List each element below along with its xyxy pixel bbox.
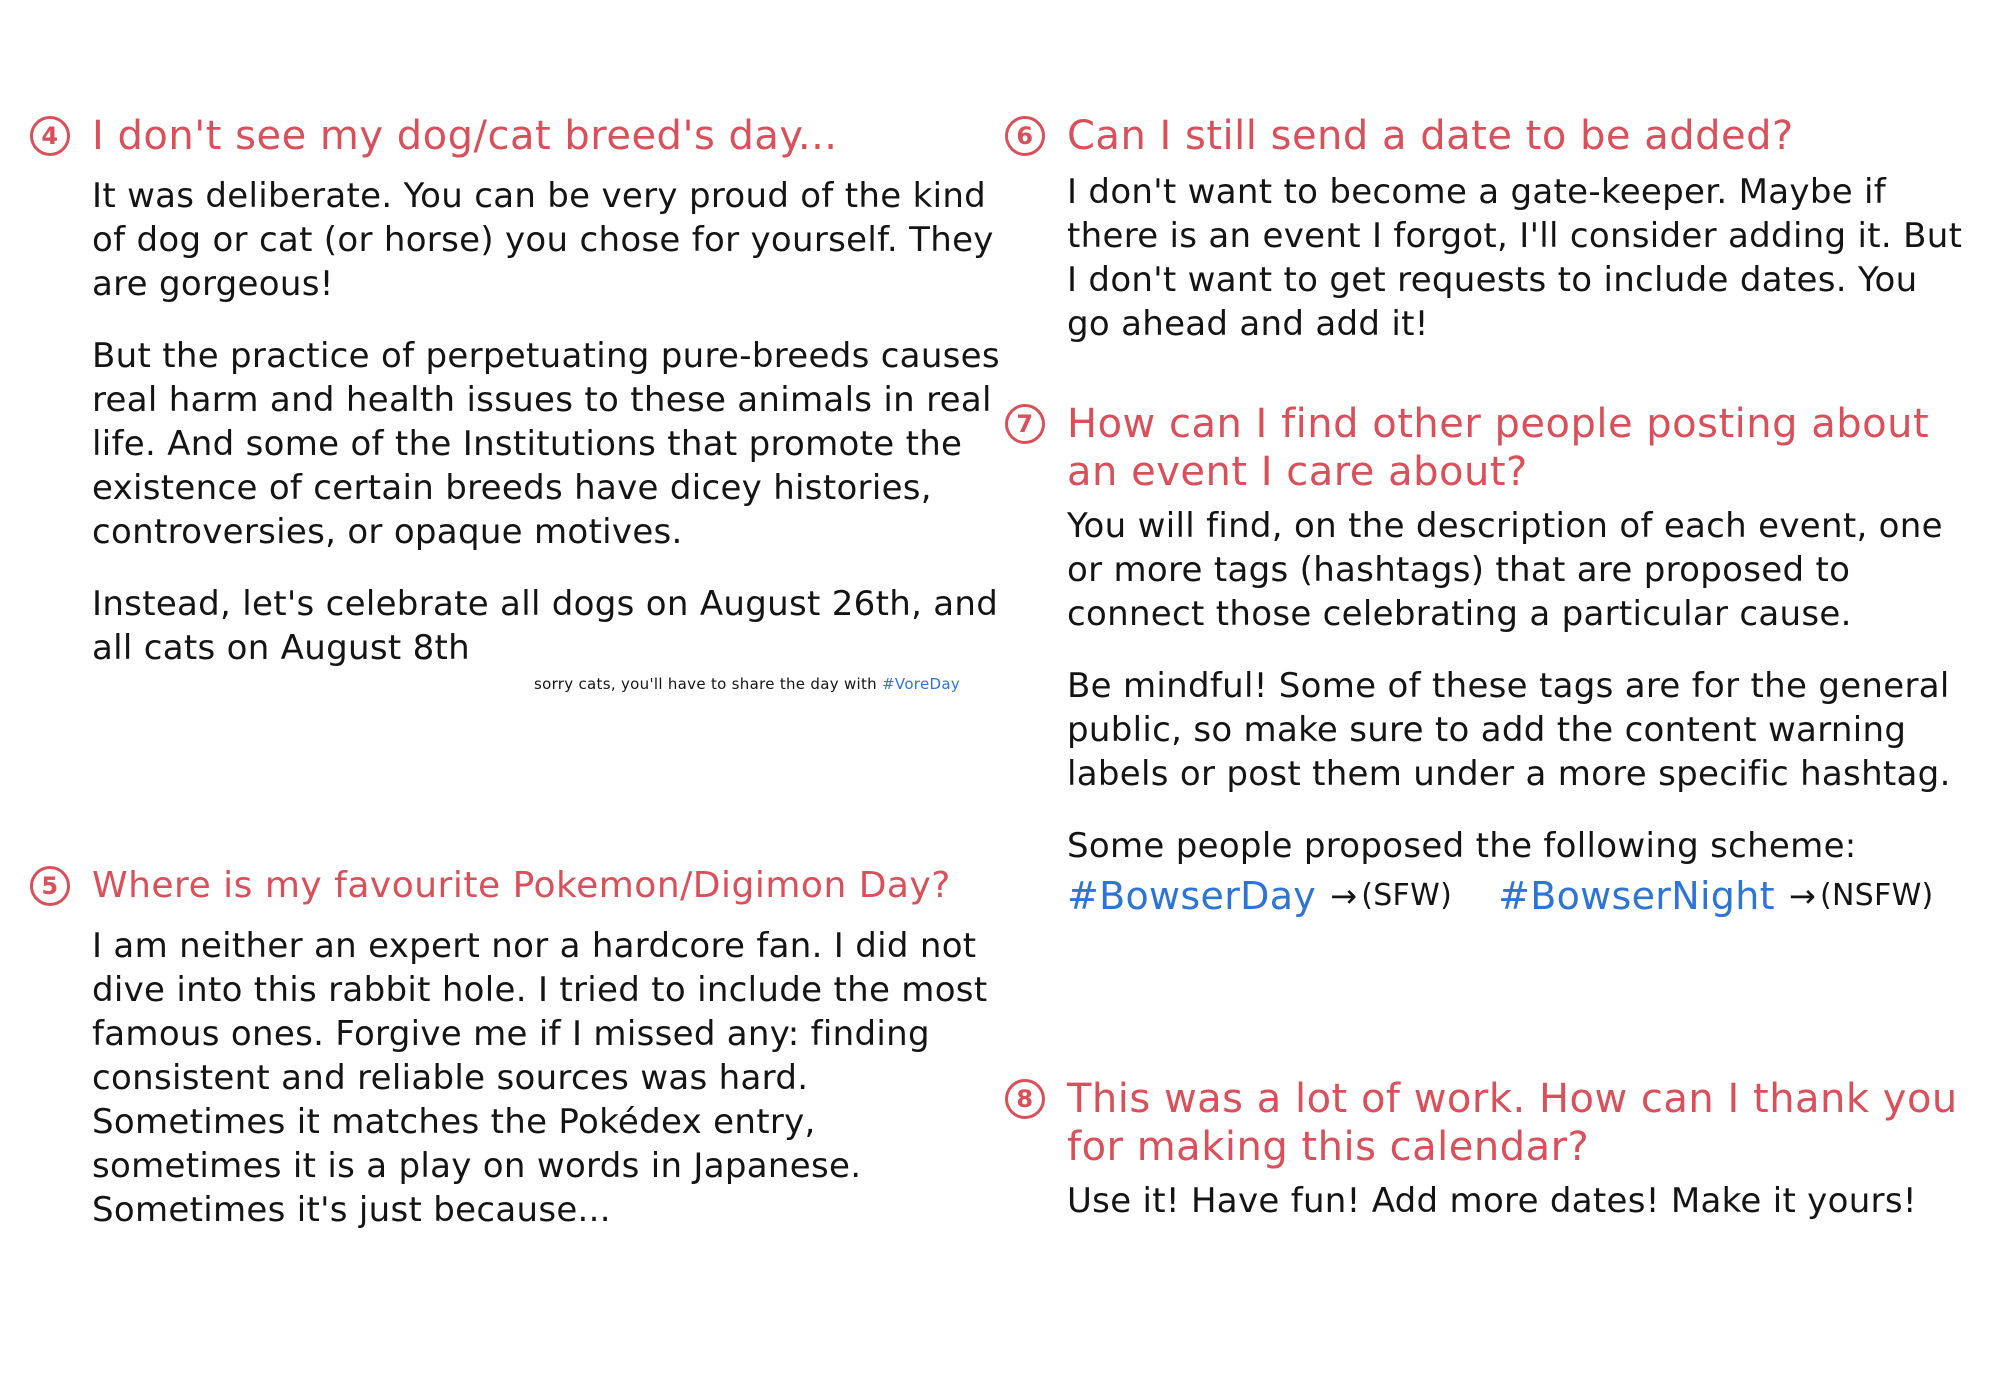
question-text: I don't see my dog/cat breed's day... bbox=[92, 113, 838, 159]
faq-question-5 bbox=[30, 862, 1010, 910]
faq-answer-7 bbox=[1067, 504, 1970, 918]
question-text: This was a lot of work. How can I thank you for making this calendar? bbox=[1067, 1076, 1958, 1170]
arrow-right-icon: → bbox=[1788, 877, 1816, 915]
faq-item-4 bbox=[30, 112, 1010, 694]
sfw-label: (SFW) bbox=[1361, 878, 1453, 913]
answer-paragraph: I am neither an expert nor a hardcore fan. I did not dive into this rabbit hole. I tried to include the most famous ones. Forgive me if I missed any: finding consistent and reliable sources was hard. Sometimes it matches the Pokédex entry, sometimes it is a play on words in Japanese. Sometimes it's just because... bbox=[92, 926, 988, 1230]
faq-answer-4 bbox=[92, 174, 1000, 694]
left-column bbox=[30, 0, 1010, 1389]
answer-paragraph: Some people proposed the following scheme: bbox=[1067, 826, 1857, 866]
faq-item-7 bbox=[1005, 400, 1980, 918]
answer-paragraph: Use it! Have fun! Add more dates! Make it yours! bbox=[1067, 1181, 1917, 1221]
nsfw-label: (NSFW) bbox=[1819, 878, 1934, 913]
answer-paragraph: But the practice of perpetuating pure-breeds causes real harm and health issues to these animals in real life. And some of the Institutions that promote the existence of certain breeds have dicey histories, controversies, or opaque motives. bbox=[92, 336, 1000, 552]
faq-item-5 bbox=[30, 862, 1010, 1232]
question-number-badge: 5 bbox=[30, 866, 70, 906]
answer-paragraph: It was deliberate. You can be very proud of the kind of dog or cat (or horse) you chose for yourself. They are gorgeous! bbox=[92, 176, 994, 304]
faq-answer-5 bbox=[92, 924, 1000, 1232]
question-number-badge: 7 bbox=[1005, 404, 1045, 444]
faq-question-8 bbox=[1005, 1075, 1980, 1171]
question-text: How can I find other people posting about an event I care about? bbox=[1067, 401, 1930, 495]
answer-paragraph: Instead, let's celebrate all dogs on August 26th, and all cats on August 8th bbox=[92, 584, 999, 668]
faq-question-6 bbox=[1005, 112, 1980, 160]
faq-question-7 bbox=[1005, 400, 1980, 496]
answer-paragraph: Be mindful! Some of these tags are for the general public, so make sure to add the content warning labels or post them under a more specific hashtag. bbox=[1067, 666, 1951, 794]
arrow-right-icon: → bbox=[1330, 877, 1358, 915]
answer-paragraph: I don't want to become a gate-keeper. Maybe if there is an event I forgot, I'll consider adding it. But I don't want to get requests to include dates. You go ahead and add it! bbox=[1067, 172, 1963, 344]
hashtag-scheme bbox=[1067, 874, 1970, 918]
hashtag-bowserday: #BowserDay bbox=[1067, 874, 1317, 918]
faq-answer-6 bbox=[1067, 170, 1970, 346]
faq-question-4 bbox=[30, 112, 1010, 160]
hashtag-bowsernight: #BowserNight bbox=[1498, 874, 1775, 918]
question-text: Can I still send a date to be added? bbox=[1067, 113, 1794, 159]
question-number-badge: 8 bbox=[1005, 1079, 1045, 1119]
faq-item-8 bbox=[1005, 1075, 1980, 1223]
right-column bbox=[1005, 0, 1980, 1389]
footnote bbox=[92, 674, 960, 694]
hashtag-voreday: #VoreDay bbox=[882, 675, 960, 693]
faq-item-6 bbox=[1005, 112, 1980, 346]
footnote-text: sorry cats, you'll have to share the day with bbox=[534, 675, 877, 693]
question-number-badge: 6 bbox=[1005, 116, 1045, 156]
faq-answer-8 bbox=[1067, 1179, 1970, 1223]
answer-paragraph: You will find, on the description of each event, one or more tags (hashtags) that are proposed to connect those celebrating a particular cause. bbox=[1067, 506, 1943, 634]
question-text: Where is my favourite Pokemon/Digimon Day? bbox=[92, 865, 951, 906]
question-number-badge: 4 bbox=[30, 116, 70, 156]
